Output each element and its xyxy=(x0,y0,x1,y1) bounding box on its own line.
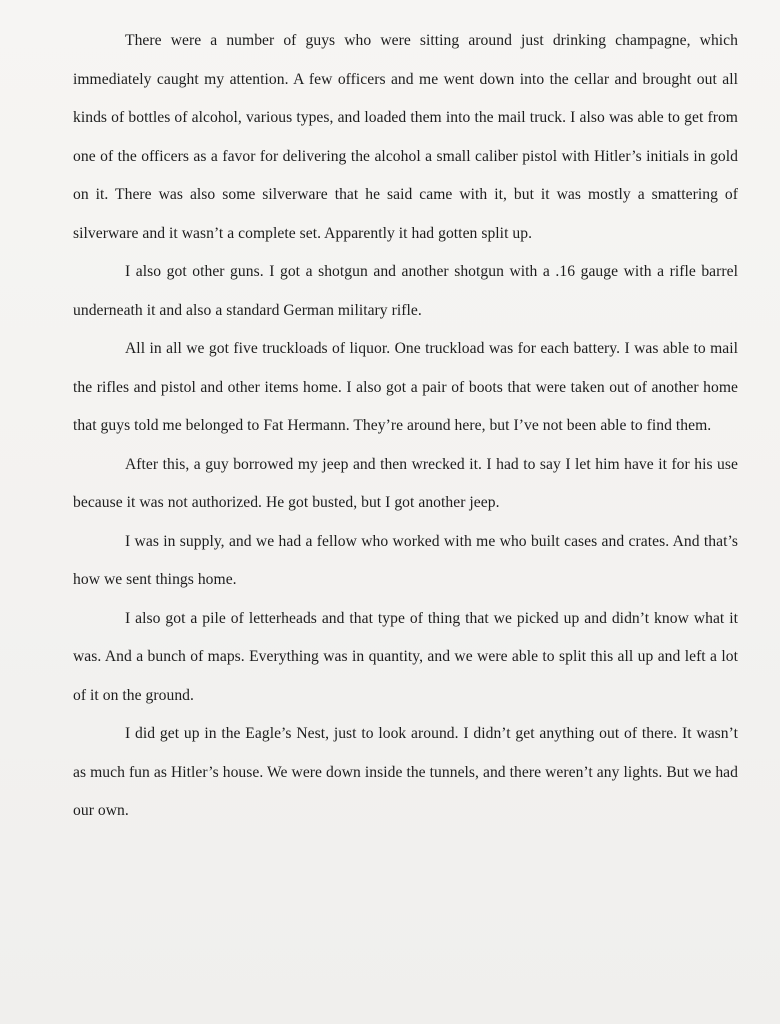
paragraph-4: After this, a guy borrowed my jeep and then wrecked it. I had to say I let him have it for his use because it was not authorized. He got busted, but I got another jeep. xyxy=(73,455,738,511)
document-body xyxy=(73,22,738,831)
paragraph-2: I also got other guns. I got a shotgun and another shotgun with a .16 gauge with a rifle barrel underneath it and also a standard German military rifle. xyxy=(73,263,738,319)
paragraph-5: I was in supply, and we had a fellow who worked with me who built cases and crates. And that’s how we sent things home. xyxy=(73,532,738,588)
paragraph-7: I did get up in the Eagle’s Nest, just to look around. I didn’t get anything out of there. It wasn’t as much fun as Hitler’s house. We were down inside the tunnels, and there weren’t any lights. But we had our own. xyxy=(73,725,738,819)
paragraph-1: There were a number of guys who were sitting around just drinking champagne, which immediately caught my attention. A few officers and me went down into the cellar and brought out all kinds of bottles of alcohol, various types, and loaded them into the mail truck. I also was able to get from one of the officers as a favor for delivering the alcohol a small caliber pistol with Hitler’s initials in gold on it. There was also some silverware that he said came with it, but it was mostly a smattering of silverware and it wasn’t a complete set. Apparently it had gotten split up. xyxy=(73,32,738,242)
paragraph-6: I also got a pile of letterheads and that type of thing that we picked up and didn’t know what it was. And a bunch of maps. Everything was in quantity, and we were able to split this all up and left a lot of it on the ground. xyxy=(73,609,738,704)
paragraph-3: All in all we got five truckloads of liquor. One truckload was for each battery. I was able to mail the rifles and pistol and other items home. I also got a pair of boots that were taken out of another home that guys told me belonged to Fat Hermann. They’re around here, but I’ve not been able to find them. xyxy=(73,340,738,434)
